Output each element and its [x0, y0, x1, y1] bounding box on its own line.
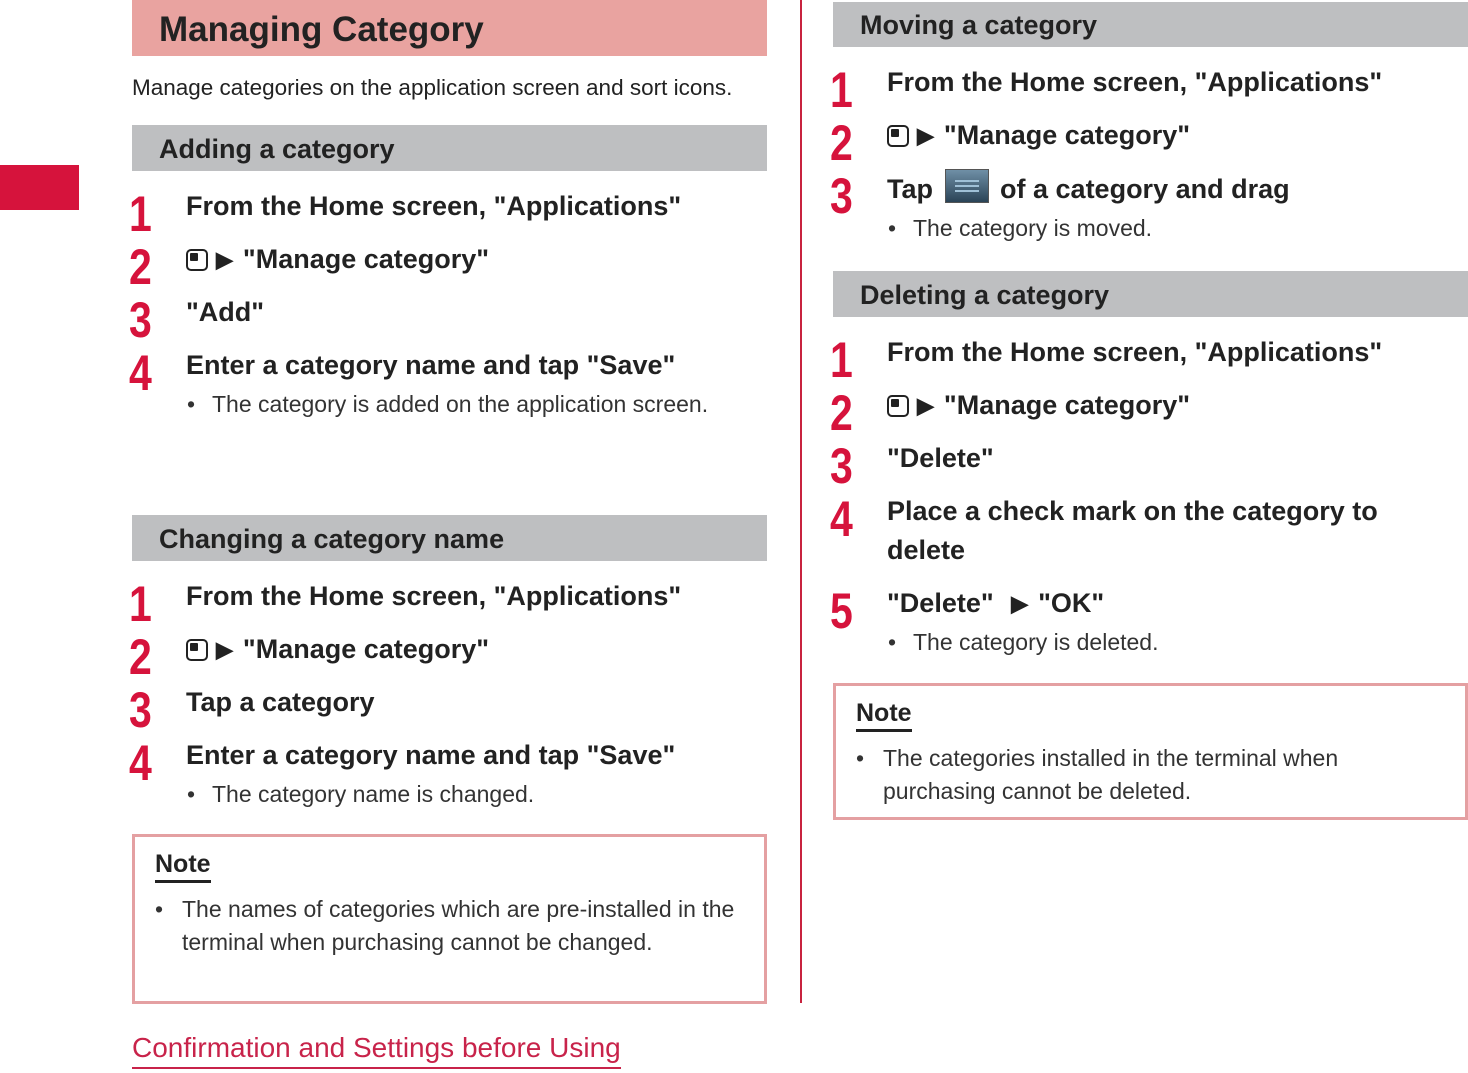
step-text: "Delete" — [887, 588, 994, 618]
section-heading-deleting: Deleting a category — [833, 271, 1468, 317]
result-text: The category is added on the application screen. — [212, 391, 709, 417]
step-number: 3 — [830, 168, 852, 224]
note-box — [132, 834, 767, 1004]
step-1 — [830, 62, 1468, 118]
step-text: From the Home screen, "Applications" — [186, 581, 682, 611]
step-1 — [830, 332, 1468, 388]
step-2 — [830, 385, 1468, 441]
footer-chapter-link[interactable]: Confirmation and Settings before Using — [132, 1030, 621, 1069]
step-text: From the Home screen, "Applications" — [186, 191, 682, 221]
note-title: Note — [155, 849, 211, 883]
column-divider — [800, 0, 802, 1003]
step-number: 1 — [830, 332, 852, 388]
note-item — [856, 742, 1445, 808]
result-text: The category is deleted. — [913, 629, 1159, 655]
step-number: 5 — [830, 583, 852, 639]
step-text-cont: "OK" — [1038, 588, 1105, 618]
step-text: "Manage category" — [242, 244, 490, 274]
side-index-tab — [0, 165, 79, 210]
step-4 — [129, 735, 767, 791]
menu-key-icon — [186, 249, 208, 271]
step-2 — [129, 629, 767, 685]
step-number: 4 — [129, 345, 151, 401]
step-number: 3 — [830, 438, 852, 494]
step-3 — [129, 292, 767, 348]
step-number: 2 — [129, 629, 151, 685]
step-2 — [830, 115, 1468, 171]
step-text: Enter a category name and tap "Save" — [186, 740, 676, 770]
step-4 — [129, 345, 767, 401]
step-result — [132, 778, 767, 811]
step-number: 2 — [129, 239, 151, 295]
step-text: "Manage category" — [242, 634, 490, 664]
step-number: 1 — [129, 186, 151, 242]
bullet: • — [888, 629, 897, 655]
section-heading-changing: Changing a category name — [132, 515, 767, 561]
arrow-icon: ▶ — [216, 247, 233, 272]
step-number: 3 — [129, 682, 151, 738]
page-title: Managing Category — [132, 0, 767, 56]
step-text: Tap a category — [186, 687, 375, 717]
menu-key-icon — [887, 395, 909, 417]
bullet: • — [187, 391, 196, 417]
step-text: From the Home screen, "Applications" — [887, 337, 1383, 367]
bullet: • — [155, 896, 164, 922]
step-text: "Add" — [186, 297, 265, 327]
step-1 — [129, 576, 767, 632]
intro-text: Manage categories on the application screen and sort icons. — [132, 75, 733, 100]
step-number: 1 — [830, 62, 852, 118]
step-3 — [129, 682, 767, 738]
result-text: The category is moved. — [913, 215, 1153, 241]
step-text: Place a check mark on the category to delete — [887, 496, 1378, 565]
step-text: Tap — [887, 174, 933, 204]
step-number: 4 — [129, 735, 151, 791]
bullet: • — [187, 781, 196, 807]
step-result — [833, 212, 1468, 245]
step-4 — [830, 491, 1447, 584]
left-column — [129, 0, 767, 955]
step-text: "Manage category" — [943, 390, 1191, 420]
note-title: Note — [856, 698, 912, 732]
step-text-cont: of a category and drag — [1000, 174, 1290, 204]
menu-key-icon — [186, 639, 208, 661]
note-item — [155, 893, 744, 959]
step-number: 1 — [129, 576, 151, 632]
step-number: 4 — [830, 491, 852, 547]
section-changing — [129, 515, 767, 811]
section-adding — [129, 125, 767, 421]
arrow-icon: ▶ — [917, 393, 934, 418]
step-text: From the Home screen, "Applications" — [887, 67, 1383, 97]
step-text: "Manage category" — [943, 120, 1191, 150]
arrow-icon: ▶ — [917, 123, 934, 148]
step-3 — [830, 168, 1468, 224]
step-result — [833, 626, 1468, 659]
arrow-icon: ▶ — [216, 637, 233, 662]
section-heading-adding: Adding a category — [132, 125, 767, 171]
arrow-icon: ▶ — [1011, 591, 1029, 616]
note-text: The names of categories which are pre-installed in the terminal when purchasing cannot be changed. — [182, 896, 735, 955]
step-number: 2 — [830, 115, 852, 171]
step-5 — [830, 583, 1468, 639]
step-number: 3 — [129, 292, 151, 348]
step-1 — [129, 186, 767, 242]
section-heading-moving: Moving a category — [833, 2, 1468, 47]
step-number: 2 — [830, 385, 852, 441]
bullet: • — [888, 215, 897, 241]
drag-handle-icon — [945, 169, 989, 203]
note-text: The categories installed in the terminal when purchasing cannot be deleted. — [883, 745, 1339, 804]
step-result — [132, 388, 767, 421]
section-deleting — [830, 271, 1468, 659]
section-moving — [830, 2, 1468, 245]
step-text: Enter a category name and tap "Save" — [186, 350, 676, 380]
step-text: "Delete" — [887, 443, 994, 473]
step-2 — [129, 239, 767, 295]
menu-key-icon — [887, 125, 909, 147]
bullet: • — [856, 745, 865, 771]
result-text: The category name is changed. — [212, 781, 535, 807]
note-box — [833, 683, 1468, 820]
step-3 — [830, 438, 1468, 494]
